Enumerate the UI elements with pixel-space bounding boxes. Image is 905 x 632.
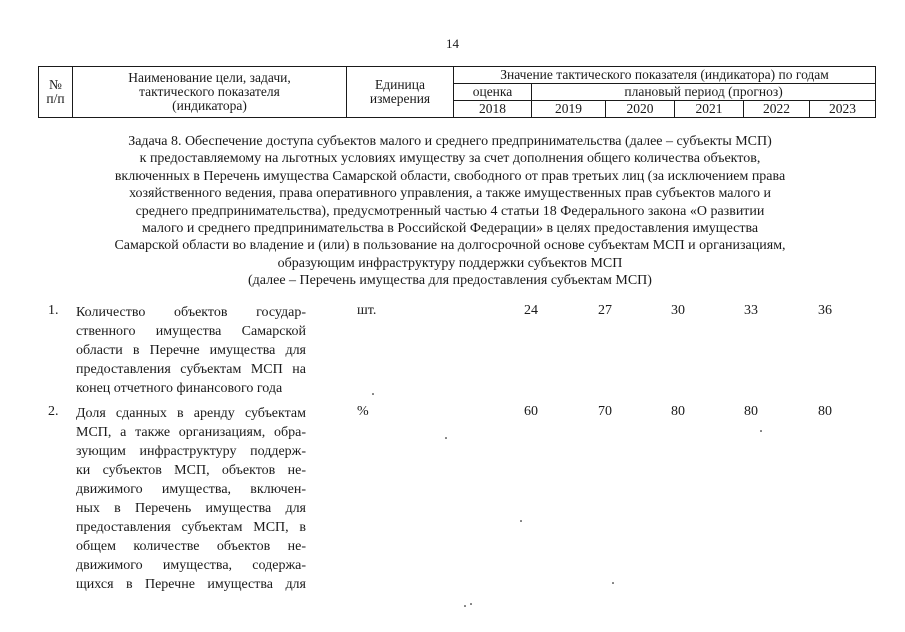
header-name-line2: тактического показателя (139, 84, 280, 99)
header-num-line1: № (49, 77, 62, 92)
header-estimate-label: оценка (454, 84, 532, 101)
header-year-2019: 2019 (532, 101, 606, 118)
header-year-2020: 2020 (606, 101, 675, 118)
indicator-name-line: конец отчетного финансового года (76, 381, 283, 396)
scan-speck (372, 393, 374, 395)
value-2020: 27 (598, 303, 612, 318)
header-num-line2: п/п (46, 91, 65, 106)
task-heading (60, 133, 840, 290)
header-year-2021: 2021 (675, 101, 744, 118)
indicator-name-line: ки субъектов МСП, объектов не- (76, 463, 306, 478)
scan-speck (760, 430, 762, 432)
indicator-name-line: щихся в Перечне имущества для (76, 577, 306, 592)
value-2023: 80 (818, 404, 832, 419)
header-unit-line1: Единица (374, 77, 425, 92)
header-name-line1: Наименование цели, задачи, (128, 70, 291, 85)
indicator-name-line: ных в Перечень имущества для (76, 501, 306, 516)
scan-speck (470, 603, 472, 605)
scan-speck (464, 605, 466, 607)
header-unit-line2: измерения (369, 91, 431, 106)
page-number: 14 (446, 36, 459, 51)
header-estimate-year: 2018 (454, 101, 532, 118)
header-unit-cell (347, 67, 454, 118)
indicator-name-line: движимого имущества, содержа- (76, 558, 306, 573)
value-2020: 70 (598, 404, 612, 419)
unit-value: % (357, 404, 369, 419)
indicator-name-line: предоставления субъектам МСП, в (76, 520, 306, 535)
scan-speck (612, 582, 614, 584)
value-2021: 80 (671, 404, 685, 419)
indicator-name-line: зующим инфраструктуру поддерж- (76, 444, 306, 459)
indicator-name-line: движимого имущества, включен- (76, 482, 306, 497)
scan-speck (520, 520, 522, 522)
task-line: Самарской области во владение и (или) в пользование на долгосрочной основе субъектам МСП и организациям, (114, 238, 786, 254)
indicator-table-header (38, 66, 876, 118)
row-number: 1. (48, 303, 59, 318)
header-plan-title: плановый период (прогноз) (532, 84, 876, 101)
indicator-name-line: предоставления субъектам МСП на (76, 362, 306, 377)
task-line: хозяйственного ведения, права оперативного управления, а также имущественных прав субъектов малого и (129, 186, 771, 202)
value-2021: 30 (671, 303, 685, 318)
header-year-2022: 2022 (744, 101, 810, 118)
task-line: Задача 8. Обеспечение доступа субъектов малого и среднего предпринимательства (далее – субъекты МСП) (128, 134, 772, 149)
task-line: (далее – Перечень имущества для предоставления субъектам МСП) (248, 273, 652, 289)
header-name-cell (73, 67, 347, 118)
value-2019: 60 (524, 404, 538, 419)
value-2019: 24 (524, 303, 538, 318)
indicator-name-line: общем количестве объектов не- (76, 539, 306, 554)
header-name-line3: (индикатора) (172, 98, 247, 113)
indicator-name-line: Доля сданных в аренду субъектам (76, 406, 306, 421)
indicator-name (76, 303, 306, 398)
task-line: образующим инфраструктуру поддержки субъектов МСП (277, 255, 623, 271)
task-line: среднего предпринимательства), предусмотренный частью 4 статьи 18 Федерального закона «О развитии (135, 203, 765, 219)
unit-value: шт. (357, 303, 377, 318)
indicator-name-line: МСП, а также организациям, обра- (76, 425, 306, 440)
value-2022: 33 (744, 303, 758, 318)
row-number: 2. (48, 404, 59, 419)
header-values-title: Значение тактического показателя (индикатора) по годам (454, 67, 876, 84)
scan-speck (445, 437, 447, 439)
task-line: малого и среднего предпринимательства в Российской Федерации» в целях предоставления имущества (141, 221, 759, 237)
indicator-name-line: ственного имущества Самарской (76, 324, 306, 339)
indicator-name-line: области в Перечне имущества для (76, 343, 306, 358)
value-2022: 80 (744, 404, 758, 419)
value-2023: 36 (818, 303, 832, 318)
task-line: к предоставляемому на льготных условиях имуществу за счет дополнения общего количества объектов, (139, 151, 761, 167)
header-num-cell (39, 67, 73, 118)
indicator-name-line: Количество объектов государ- (76, 305, 306, 320)
indicator-name (76, 404, 306, 594)
task-line: включенных в Перечень имущества Самарской области, свободного от прав третьих лиц (за исключением права (114, 168, 786, 184)
header-year-2023: 2023 (810, 101, 876, 118)
